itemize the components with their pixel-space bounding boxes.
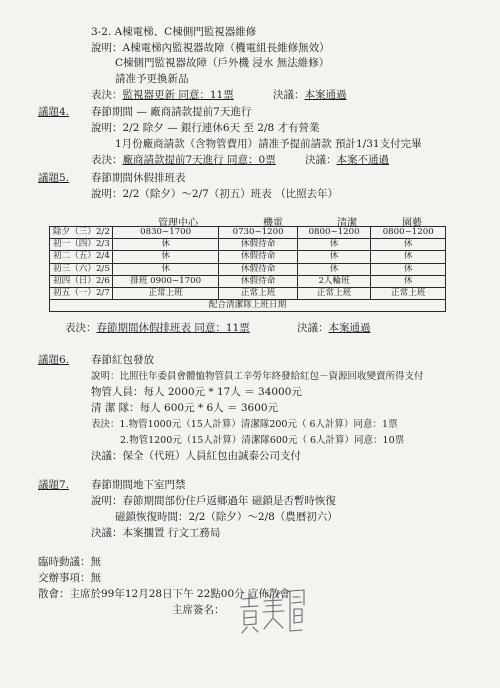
table-cell: 0730~1200 — [219, 227, 297, 239]
table-cell: 休 — [297, 239, 371, 251]
section-3-2-desc-2: C棟側門監視器故障（戶外機 浸水 無法維修） — [115, 57, 330, 69]
column-header-cleaning: 清潔 — [337, 218, 357, 229]
holiday-shift-table — [49, 226, 446, 312]
vote-text: 春節期間休假排班表 同意：11票 — [96, 322, 250, 334]
table-row — [50, 287, 446, 299]
section-6-vote-2: 2.物管1200元（15人計算）清潔隊600元（ 6人計算）同意：10票 — [120, 435, 405, 446]
section-3-2-desc-3: 請准予更換新品 — [115, 73, 189, 85]
section-6-vote-1: 表決：1.物管1000元（15人計算）清潔隊200元（ 6人計算）同意：1票 — [91, 419, 398, 430]
section-5-heading: 議題5. — [38, 172, 70, 184]
vote-label: 表決： — [91, 154, 123, 166]
table-row — [50, 275, 446, 287]
chair-signature — [236, 585, 308, 637]
table-cell: 休 — [371, 251, 446, 263]
table-row — [50, 227, 446, 239]
section-6-decision: 決議：保全（代班）人員紅包由誠泰公司支付 — [91, 450, 301, 462]
temporary-motion: 臨時動議：無 — [38, 556, 101, 568]
table-cell: 正常上班 — [219, 287, 297, 299]
table-cell: 休 — [371, 275, 446, 287]
table-row — [50, 239, 446, 251]
table-cell: 休 — [371, 239, 446, 251]
table-cell-date: 初二（五）2/4 — [50, 251, 113, 263]
table-cell: 0800~1200 — [297, 227, 371, 239]
column-header-electrical: 機電 — [263, 218, 283, 229]
table-cell: 休假待命 — [219, 275, 297, 287]
section-3-2-desc-1: 說明：A棟電梯內監視器故障（機電組長維修無效） — [91, 42, 330, 54]
section-3-2-vote — [91, 89, 234, 102]
table-cell: 休 — [112, 251, 219, 263]
section-6-subject: 春節紅包發放 — [91, 354, 154, 366]
section-3-2-decision — [273, 89, 347, 102]
assigned-matters: 交辦事項：無 — [38, 572, 101, 584]
table-cell-date: 初五（一）2/7 — [50, 287, 113, 299]
section-7-desc-2: 磁鎖恢復時間：2/2（除夕）～2/8（農曆初六） — [115, 511, 338, 523]
table-cell: 休假待命 — [219, 251, 297, 263]
decision-text: 本案不通過 — [336, 154, 389, 166]
table-cell: 2人輪班 — [297, 275, 371, 287]
section-6-desc: 說明：比照往年委員會體恤物管員工辛勞年終發給紅包－資源回收變賣所得支付 — [91, 371, 424, 382]
decision-label: 決議： — [273, 89, 305, 101]
section-7-heading: 議題7. — [38, 479, 70, 491]
decision-label: 決議： — [297, 322, 329, 334]
table-cell-date: 除夕（三）2/2 — [50, 227, 113, 239]
table-cell: 休 — [112, 263, 219, 275]
table-cell: 休 — [297, 251, 371, 263]
table-cell-date: 初三（六）2/5 — [50, 263, 113, 275]
table-row — [50, 251, 446, 263]
table-row — [50, 263, 446, 275]
section-5-subject: 春節期間休假排班表 — [91, 172, 186, 184]
section-5-decision — [297, 322, 371, 335]
section-7-decision: 決議：本案擱置 行文工務局 — [91, 527, 221, 539]
column-header-management: 管理中心 — [158, 218, 198, 229]
section-7-subject: 春節期間地下室門禁 — [91, 479, 186, 491]
section-6-calc-1: 物管人員：每人 2000元 * 17人 ＝ 34000元 — [91, 386, 302, 398]
decision-text: 本案通過 — [304, 89, 347, 101]
section-4-desc-1: 說明：2/2 除夕 — 銀行連休6天 至 2/8 才有營業 — [91, 122, 320, 134]
vote-text: 監視器更新 同意：11票 — [122, 89, 234, 101]
decision-label: 決議： — [305, 154, 337, 166]
table-cell: 休 — [297, 263, 371, 275]
section-6-calc-2: 清 潔 隊：每人 600元 * 6人 ＝ 3600元 — [91, 402, 279, 414]
section-6-heading: 議題6. — [38, 354, 70, 366]
table-cell: 休 — [371, 263, 446, 275]
section-4-vote — [91, 154, 276, 167]
table-cell: 0800~1200 — [371, 227, 446, 239]
table-cell: 正常上班 — [112, 287, 219, 299]
table-cell-date: 初一（四）2/3 — [50, 239, 113, 251]
table-cell: 排班 0900~1700 — [112, 275, 219, 287]
column-header-gardening: 園藝 — [402, 218, 422, 229]
section-7-desc-1: 說明：春節期間部份住戶返鄉過年 磁鎖是否暫時恢復 — [91, 495, 336, 507]
table-note: 配合清潔隊上班日期 — [50, 300, 446, 312]
table-cell: 休假待命 — [219, 239, 297, 251]
table-cell-date: 初四（日）2/6 — [50, 275, 113, 287]
section-5-desc: 說明：2/2（除夕）～2/7（初五）班表 （比照去年） — [91, 188, 339, 200]
table-cell: 0830~1700 — [112, 227, 219, 239]
section-3-2-title: 3-2. A棟電梯、C棟側門監視器維修 — [91, 26, 257, 38]
table-cell: 休假待命 — [219, 263, 297, 275]
vote-text: 廠商請款提前7天進行 同意：0票 — [122, 154, 276, 166]
table-cell: 休 — [112, 239, 219, 251]
table-cell: 正常上班 — [297, 287, 371, 299]
section-4-desc-2: 1月份廠商請款（含物管費用）請准予提前請款 預計1/31支付完畢 — [115, 138, 422, 150]
table-note-row — [50, 300, 446, 312]
table-cell: 正常上班 — [371, 287, 446, 299]
vote-label: 表決： — [91, 89, 123, 101]
decision-text: 本案通過 — [328, 322, 371, 334]
section-4-heading: 議題4. — [38, 106, 70, 118]
vote-label: 表決： — [65, 322, 97, 334]
chair-signature-label: 主席簽名： — [172, 604, 225, 616]
section-4-decision — [305, 154, 389, 167]
section-5-vote — [65, 322, 250, 335]
adjournment: 散會：主席於99年12月28日下午 22點00分 宣佈散會 — [38, 588, 290, 600]
section-4-subject: 春節期間 — 廠商請款提前7天進行 — [91, 106, 252, 118]
